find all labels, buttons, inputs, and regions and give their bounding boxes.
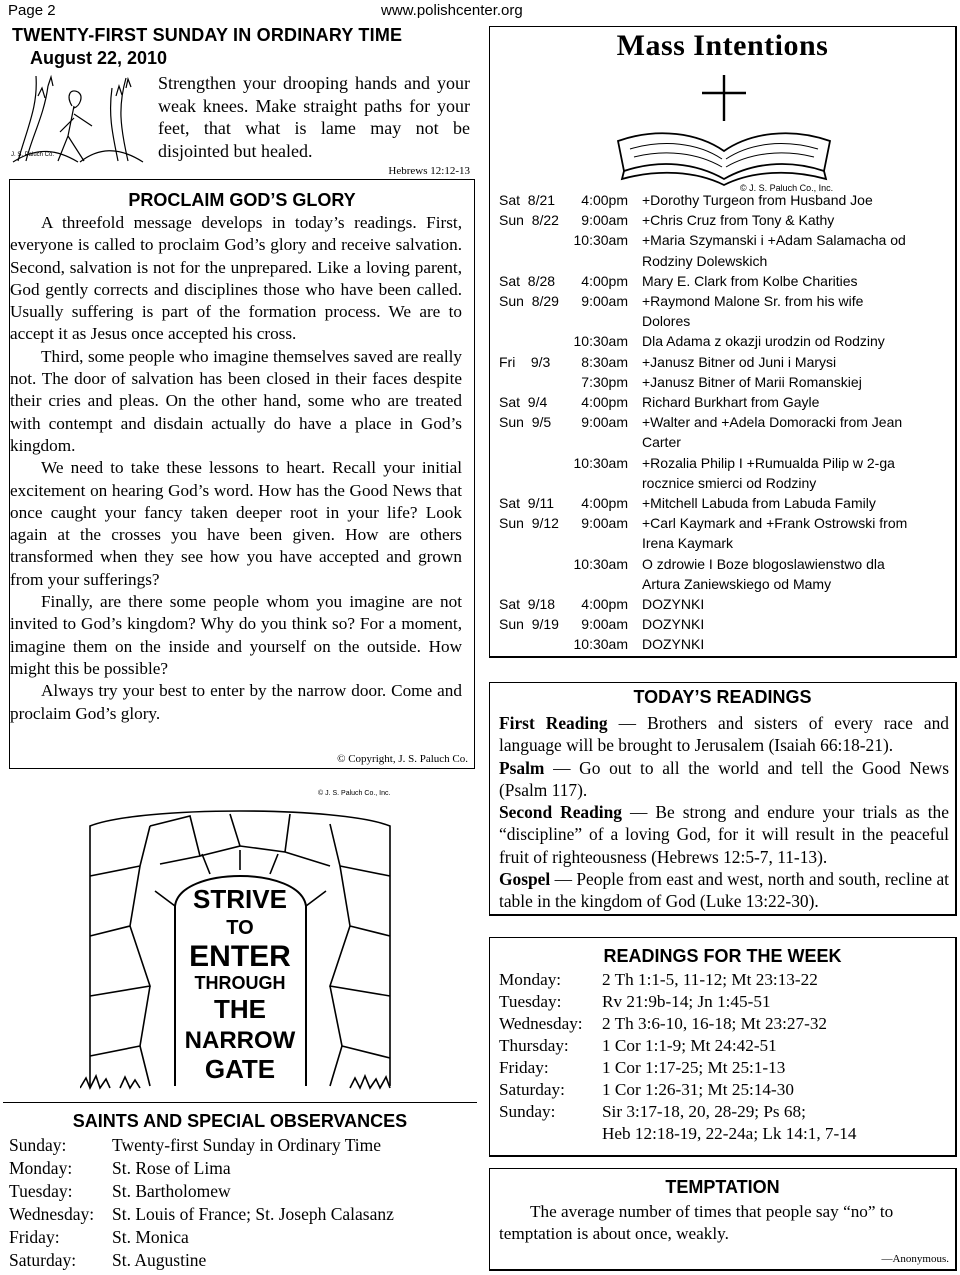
week-row: Tuesday: Rv 21:9b-14; Jn 1:45-51: [499, 992, 771, 1011]
saints-row: Saturday: St. Augustine: [9, 1250, 207, 1270]
saints-row: Friday: St. Monica: [9, 1227, 189, 1247]
scripture-quote: Strengthen your drooping hands and your weak knees. Make straight paths for your feet, that what is lame may not be disjointed but healed.: [158, 73, 470, 161]
mass-intention-text: +Walter and +Adela Domoracki from Jean: [642, 414, 903, 431]
gate-word-to: TO: [226, 917, 254, 939]
reading-second: Second Reading — Be strong and endure your trials as the “discipline” of a loving God, for it will result in the peaceful fruit of righteousness (Hebrews 12:5-7, 11-13).: [499, 802, 949, 867]
mass-intention-text: Irena Kaymark: [642, 535, 734, 552]
reading-psalm: Psalm — Go out to all the world and tell the Good News (Psalm 117).: [499, 757, 949, 800]
week-row: Sunday: Sir 3:17-18, 20, 28-29; Ps 68;: [499, 1102, 806, 1121]
mass-day: Sat 8/28: [499, 272, 556, 289]
week-row: Saturday: 1 Cor 1:26-31; Mt 25:14-30: [499, 1080, 794, 1099]
sunday-date: August 22, 2010: [30, 48, 168, 68]
mass-day: Sat 9/18: [499, 596, 556, 612]
mass-intention-text: +Raymond Malone Sr. from his wife: [642, 293, 864, 309]
mass-time: 7:30pm: [581, 373, 628, 390]
reading-gospel: Gospel — People from east and west, north and south, recline at table in the kingdom of God (Luke 13:22-30).: [499, 869, 949, 912]
article-title: PROCLAIM GOD’S GLORY: [128, 190, 356, 210]
mass-day: Sat 9/4: [499, 394, 548, 410]
mass-time: 10:30am: [573, 636, 628, 653]
page-number: Page 2: [8, 2, 56, 19]
article-copyright: © Copyright, J. S. Paluch Co.: [337, 753, 468, 765]
article-paragraph: A threefold message develops in today’s readings. First, everyone is called to proclaim God’s glory and receive salvation. Second, salvation is not for the unprepared. Like a loving parent, God gently corrects and disciplines those who have been called. Usually suffering is part of the formation process. We are to accept it as Jesus once accepted his cross.: [10, 213, 462, 344]
temptation-box: [489, 1168, 957, 1271]
mass-time: 4:00pm: [581, 394, 628, 410]
week-row: Heb 12:18-19, 22-24a; Lk 14:1, 7-14: [602, 1124, 857, 1143]
mass-time: 9:00am: [581, 212, 628, 229]
mass-time: 9:00am: [581, 293, 628, 309]
mass-intention-text: Carter: [642, 434, 681, 451]
mass-time: 4:00pm: [581, 596, 628, 612]
gate-art-credit: © J. S. Paluch Co., Inc.: [318, 790, 391, 797]
mass-time: 4:00pm: [581, 272, 628, 289]
mass-intention-text: +Chris Cruz from Tony & Kathy: [642, 212, 835, 229]
mass-intention-text: Artura Zaniewskiego od Mamy: [642, 575, 832, 592]
saints-title: SAINTS AND SPECIAL OBSERVANCES: [72, 1111, 408, 1131]
mass-time: 9:00am: [581, 515, 628, 532]
mass-intention-text: rocznice smierci od Rodziny: [642, 474, 817, 491]
mass-time: 4:00pm: [581, 495, 628, 511]
gate-word-gate: GATE: [204, 1054, 276, 1084]
mass-time: 10:30am: [573, 555, 628, 572]
temptation-title: TEMPTATION: [665, 1177, 780, 1197]
gate-word-strive: STRIVE: [193, 884, 287, 914]
open-bible-cross-illustration: [608, 71, 840, 191]
gate-word-enter: ENTER: [189, 940, 291, 973]
mass-intention-text: Mary E. Clark from Kolbe Charities: [642, 272, 858, 289]
saints-row: Sunday: Twenty-first Sunday in Ordinary Time: [9, 1135, 382, 1155]
saints-row: Tuesday: St. Bartholomew: [9, 1181, 231, 1201]
mass-time: 8:30am: [581, 353, 628, 370]
mass-intention-text: DOZYNKI: [642, 616, 705, 633]
week-row: Wednesday: 2 Th 3:6-10, 16-18; Mt 23:27-32: [499, 1014, 828, 1033]
walking-path-illustration: [8, 66, 148, 166]
saints-row: Monday: St. Rose of Lima: [9, 1158, 231, 1178]
saints-row: Wednesday: St. Louis of France; St. Joseph Calasanz: [9, 1204, 394, 1224]
mass-day: Sun 9/12: [499, 515, 559, 532]
sunday-art-credit: J. S. Paluch Co.: [11, 152, 55, 158]
mass-intentions-title: Mass Intentions: [616, 29, 829, 62]
mass-time: 10:30am: [573, 454, 628, 471]
mass-day: Sat 8/21: [499, 192, 556, 208]
mass-intention-text: DOZYNKI: [642, 636, 705, 653]
mass-art-credit: © J. S. Paluch Co., Inc.: [740, 183, 834, 193]
mass-day: Sun 8/22: [499, 212, 559, 229]
mass-day: Sun 8/29: [499, 293, 559, 309]
temptation-attribution: —Anonymous.: [881, 1253, 949, 1265]
saints-box: [3, 1102, 477, 1274]
temptation-text: The average number of times that people say “no” to temptation is about once, weakly.: [499, 1202, 894, 1243]
scripture-reference: Hebrews 12:12-13: [388, 165, 470, 177]
mass-time: 10:30am: [573, 333, 628, 350]
mass-time: 10:30am: [573, 232, 628, 249]
todays-readings-body: [499, 712, 949, 913]
narrow-gate-illustration: [80, 796, 400, 1096]
mass-intention-text: +Maria Szymanski i +Adam Salamacha od: [642, 232, 906, 249]
mass-day: Sun 9/19: [499, 616, 559, 633]
mass-intention-text: O zdrowie I Boze blogoslawienstwo dla: [642, 555, 885, 572]
mass-intention-text: Dolores: [642, 313, 691, 330]
article-body: [10, 212, 462, 725]
mass-intention-text: +Rozalia Philip I +Rumualda Pilip w 2-ga: [642, 454, 895, 471]
mass-intention-text: Richard Burkhart from Gayle: [642, 394, 820, 410]
week-row: Thursday: 1 Cor 1:1-9; Mt 24:42-51: [499, 1036, 777, 1055]
mass-intention-text: +Janusz Bitner od Juni i Marysi: [642, 353, 837, 370]
article-paragraph: Third, some people who imagine themselves saved are really not. The door of salvation has been closed in their faces despite their cries and pleas. On the other hand, some who are treated with contempt and disdain actually do have a place in God’s kingdom.: [10, 346, 462, 455]
sunday-title: TWENTY-FIRST SUNDAY IN ORDINARY TIME: [12, 25, 403, 45]
mass-intention-text: Rodziny Dolewskich: [642, 252, 768, 269]
mass-time: 9:00am: [581, 414, 628, 431]
website-url[interactable]: www.polishcenter.org: [381, 2, 523, 19]
article-paragraph: We need to take these lessons to heart. Recall your initial excitement on hearing God’s word. How has the Good News that once caught your fancy taken deeper root in your life? Look again at the crosses you have been given. How are others transformed when they see how you have accepted and grown from your sufferings?: [10, 458, 462, 589]
todays-readings-title: TODAY’S READINGS: [633, 687, 812, 707]
mass-intention-text: +Mitchell Labuda from Labuda Family: [642, 495, 876, 511]
mass-intention-text: +Janusz Bitner of Marii Romanskiej: [642, 373, 862, 390]
gate-word-the: THE: [214, 994, 266, 1024]
week-readings-box: [489, 937, 957, 1157]
mass-time: 4:00pm: [581, 192, 628, 208]
week-readings-title: READINGS FOR THE WEEK: [603, 946, 842, 966]
mass-intention-text: +Dorothy Turgeon from Husband Joe: [642, 192, 873, 208]
mass-time: 9:00am: [581, 616, 628, 633]
article-paragraph: Finally, are there some people whom you imagine are not invited to God’s kingdom? Why do you think so? For a moment, imagine them on the inside and yourself on the outside. How might this be possible?: [10, 592, 462, 678]
week-row: Monday: 2 Th 1:1-5, 11-12; Mt 23:13-22: [499, 970, 818, 989]
mass-day: Fri 9/3: [499, 353, 551, 370]
reading-first: First Reading — Brothers and sisters of every race and language will be brought to Jerusalem (Isaiah 66:18-21).: [499, 713, 949, 756]
mass-intention-text: +Carl Kaymark and +Frank Ostrowski from: [642, 515, 908, 532]
week-row: Friday: 1 Cor 1:17-25; Mt 25:1-13: [499, 1058, 786, 1077]
gate-word-through: THROUGH: [194, 973, 286, 993]
mass-intention-text: Dla Adama z okazji urodzin od Rodziny: [642, 333, 885, 350]
mass-intentions-box: [489, 26, 957, 658]
todays-readings-box: [489, 682, 957, 916]
mass-intention-text: DOZYNKI: [642, 596, 705, 612]
gate-word-narrow: NARROW: [184, 1027, 296, 1054]
mass-day: Sun 9/5: [499, 414, 552, 431]
article-paragraph: Always try your best to enter by the narrow door. Come and proclaim God’s glory.: [10, 681, 462, 723]
article-box: [9, 179, 475, 769]
mass-day: Sat 9/11: [499, 495, 555, 511]
